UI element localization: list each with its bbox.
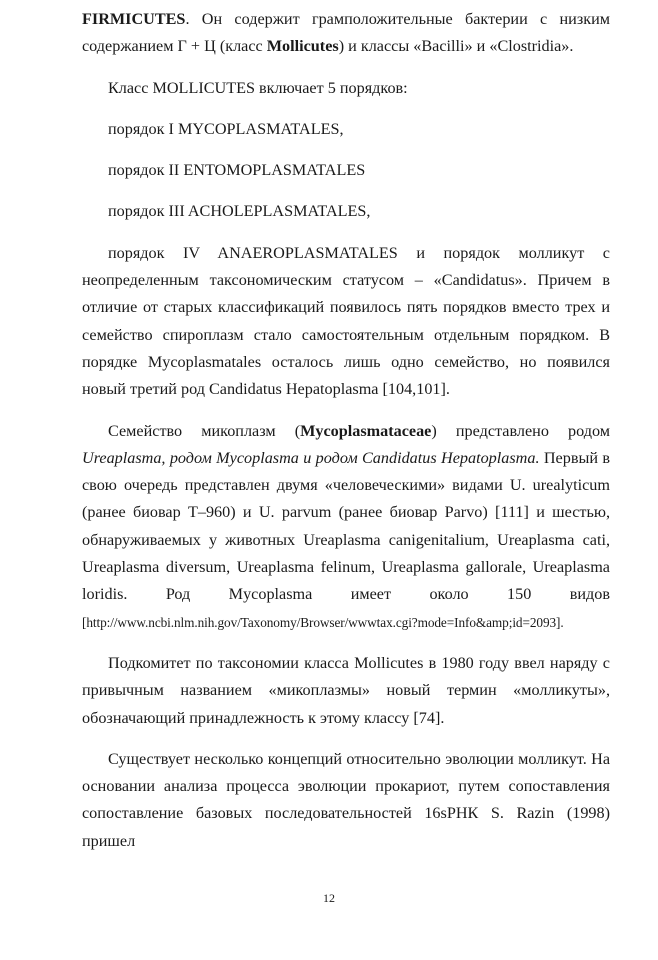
taxonomy-url: [http://www.ncbi.nlm.nih.gov/Taxonomy/Browser/wwwtax.cgi?mode=Info&amp;id=2093]. bbox=[82, 614, 564, 630]
order-item-3: порядок III ACHOLEPLASMATALES, bbox=[108, 202, 371, 221]
paragraph-family bbox=[82, 418, 610, 636]
paragraph-firmicutes bbox=[82, 6, 610, 61]
term-mollicutes: Mollicutes bbox=[266, 37, 339, 56]
paragraph-text: . Он содержит грамположительные бактерии с низким содержанием Г + Ц (класс bbox=[82, 10, 610, 56]
term-firmicutes: FIRMICUTES bbox=[82, 10, 186, 28]
term-mycoplasmataceae: Mycoplasmataceae bbox=[300, 421, 432, 440]
order-item-1: порядок I MYCOPLASMATALES, bbox=[108, 119, 344, 138]
paragraph-text: ) представлено родом bbox=[431, 421, 610, 440]
paragraph-text: ) и классы «Bacilli» и «Clostridia». bbox=[338, 37, 574, 56]
paragraph-evolution: Существует несколько концепций относительно эволюции молликут. На основании анализа процесса эволюции прокариот, путем сопоставления сопоставление базовых последовательностей 16sРНК S. Razin (1998) пришел bbox=[82, 749, 610, 850]
order-item-2: порядок II ENTOMOPLASMATALES bbox=[108, 161, 366, 180]
paragraph-subcommittee: Подкомитет по таксономии класса Mollicutes в 1980 году ввел наряду с привычным названием «микоплазмы» новый термин «молликуты», обозначающий принадлежность к этому классу [74]. bbox=[82, 653, 610, 727]
genera-italic: Ureaplasma, родом Mycoplasma и родом Candidatus Hepatoplasma. bbox=[82, 448, 540, 467]
paragraph-text: Первый в свою очередь представлен двумя «человеческими» видами U. urealyticum (ранее биовар T–960) и U. parvum (ранее биовар Parvo) [111] и шестью, обнаруживаемых у животных Ureaplasma canigenitalium, Ureaplasma cati, Ureaplasma diversum, Ureaplasma felinum, Ureaplasma gallorale, Ureaplasma loridis. Род Mycoplasma имеет около 150 видов bbox=[82, 448, 611, 604]
paragraph-class-intro: Класс MOLLICUTES включает 5 порядков: bbox=[108, 78, 408, 97]
paragraph-text: Семейство микоплазм ( bbox=[108, 421, 301, 440]
document-body bbox=[82, 6, 610, 855]
paragraph-order-iv: порядок IV ANAEROPLASMATALES и порядок молликут с неопределенным таксономическим статусом – «Candidatus». Причем в отличие от старых классификаций появилось пять порядков вместо трех и семейство спироплазм стало самостоятельным отдельным порядком. В порядке Mycoplasmatales осталось лишь одно семейство, но появился новый третий род Candidatus Hepatoplasma [104,101]. bbox=[82, 243, 610, 399]
page-number: 12 bbox=[323, 891, 335, 905]
